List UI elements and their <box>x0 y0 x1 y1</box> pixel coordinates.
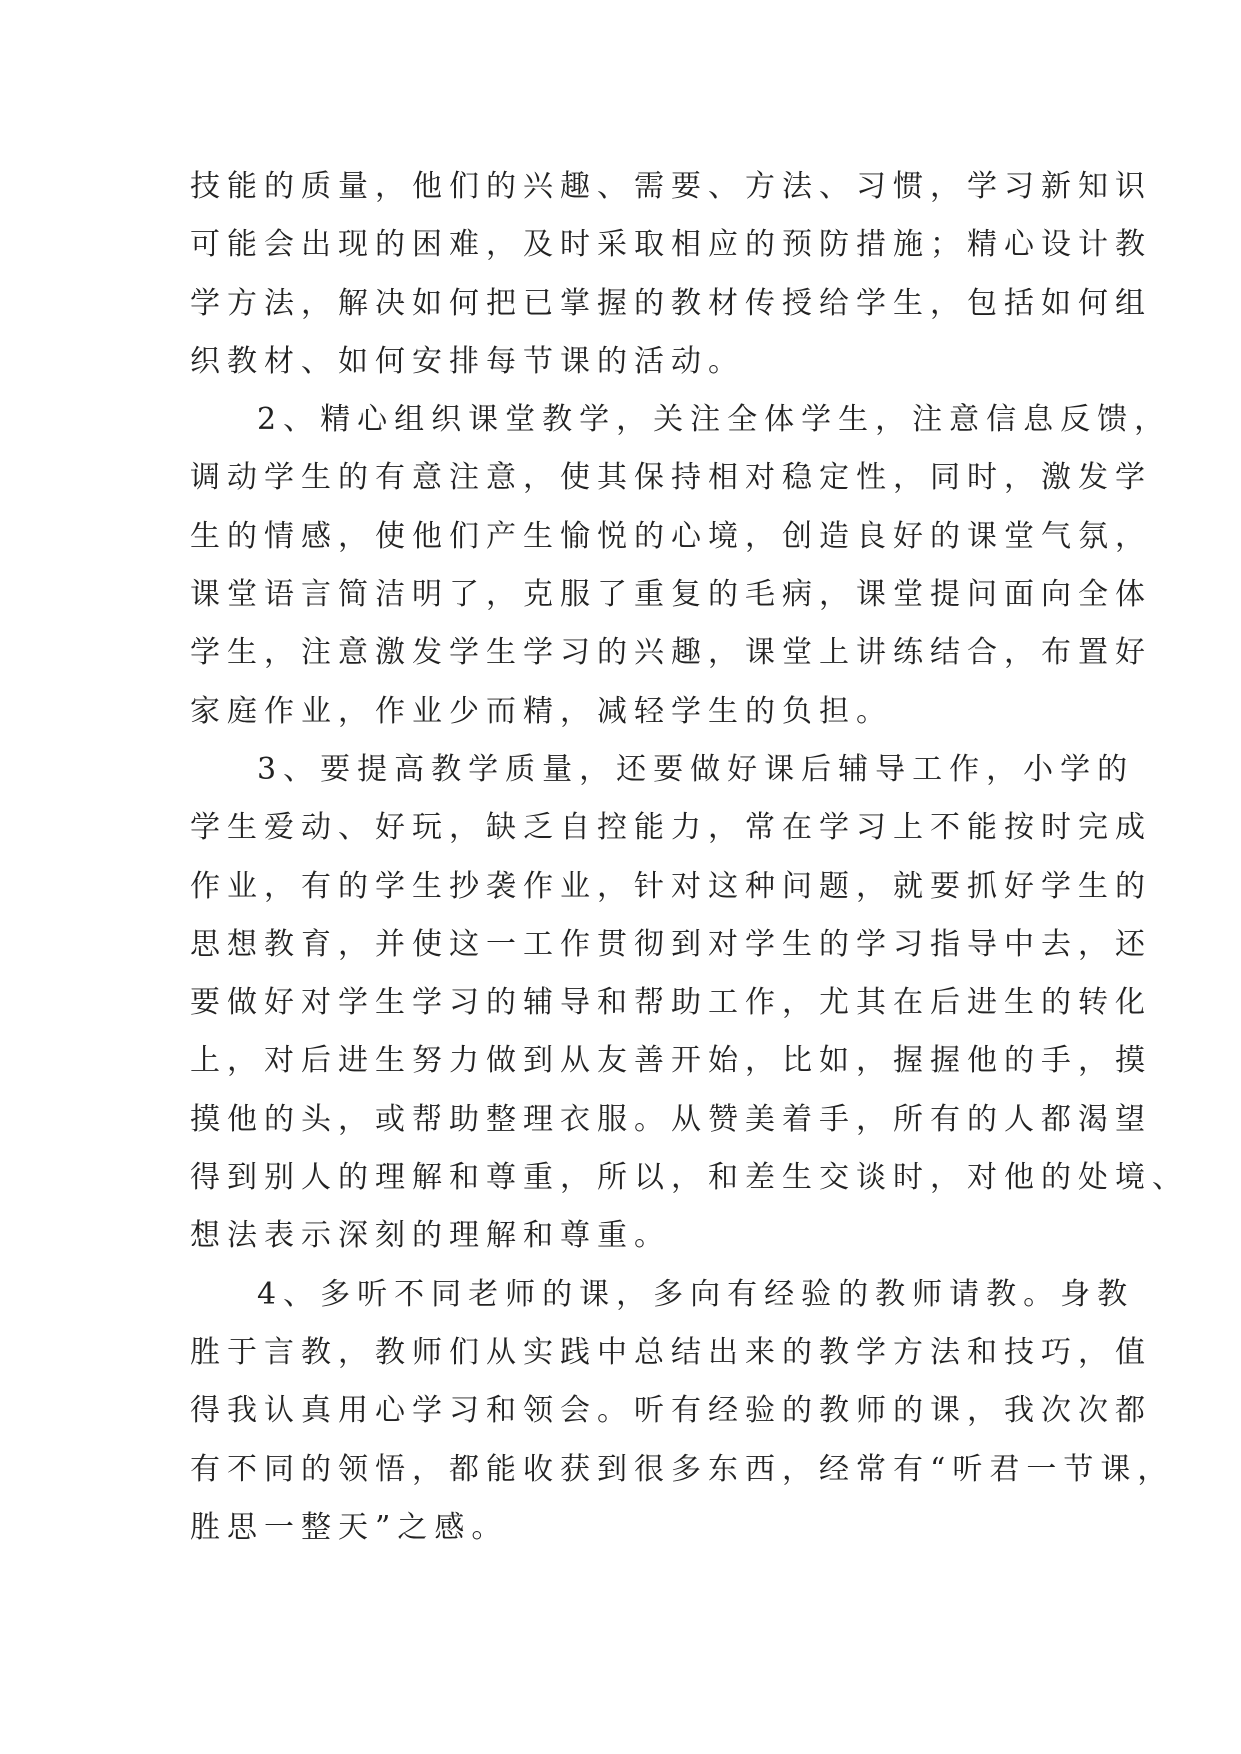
paragraph-first-line: 3、要提高教学质量，还要做好课后辅导工作，小学的 <box>257 751 1135 787</box>
text-line: 要做好对学生学习的辅导和帮助工作，尤其在后进生的转化 <box>190 985 1152 1021</box>
text-line: 上，对后进生努力做到从友善开始，比如，握握他的手，摸 <box>190 1043 1152 1079</box>
text-line: 得到别人的理解和尊重，所以，和差生交谈时，对他的处境、 <box>190 1160 1189 1196</box>
text-line: 摸他的头，或帮助整理衣服。从赞美着手，所有的人都渴望 <box>190 1101 1152 1137</box>
text-line: 调动学生的有意注意，使其保持相对稳定性，同时，激发学 <box>190 460 1152 496</box>
text-line: 家庭作业，作业少而精，减轻学生的负担。 <box>190 693 893 729</box>
text-line: 胜于言教，教师们从实践中总结出来的教学方法和技巧，值 <box>190 1334 1152 1370</box>
text-line: 作业，有的学生抄袭作业，针对这种问题，就要抓好学生的 <box>190 868 1152 904</box>
text-line: 思想教育，并使这一工作贯彻到对学生的学习指导中去，还 <box>190 926 1152 962</box>
text-line: 织教材、如何安排每节课的活动。 <box>190 343 745 379</box>
text-line: 学生，注意激发学生学习的兴趣，课堂上讲练结合，布置好 <box>190 635 1152 671</box>
text-line: 想法表示深刻的理解和尊重。 <box>190 1218 671 1254</box>
text-line: 有不同的领悟，都能收获到很多东西，经常有“听君一节课， <box>190 1451 1175 1487</box>
text-line: 学生爱动、好玩，缺乏自控能力，常在学习上不能按时完成 <box>190 810 1152 846</box>
paragraph-first-line: 2、精心组织课堂教学，关注全体学生，注意信息反馈， <box>257 402 1172 438</box>
text-line: 技能的质量，他们的兴趣、需要、方法、习惯，学习新知识 <box>190 169 1152 204</box>
text-line: 课堂语言简洁明了，克服了重复的毛病，课堂提问面向全体 <box>190 577 1152 613</box>
text-line: 可能会出现的困难，及时采取相应的预防措施；精心设计教 <box>190 227 1152 263</box>
document-body <box>190 158 1189 1557</box>
text-line: 学方法，解决如何把已掌握的教材传授给学生，包括如何组 <box>190 285 1152 321</box>
text-line: 得我认真用心学习和领会。听有经验的教师的课，我次次都 <box>190 1393 1152 1429</box>
text-line: 生的情感，使他们产生愉悦的心境，创造良好的课堂气氛， <box>190 518 1152 554</box>
paragraph-first-line: 4、多听不同老师的课，多向有经验的教师请教。身教 <box>257 1276 1135 1312</box>
text-line: 胜思一整天”之感。 <box>190 1509 509 1545</box>
